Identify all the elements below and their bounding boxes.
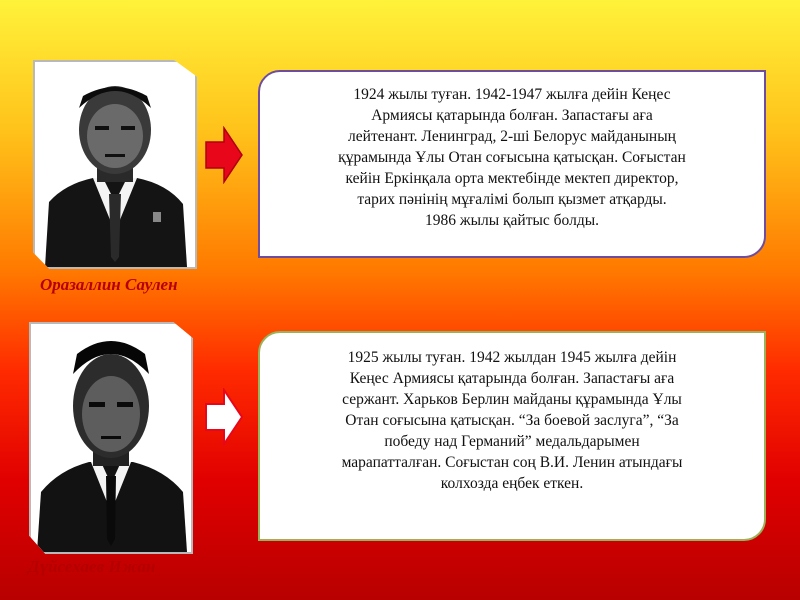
bio-line: колхозда еңбек еткен. — [440, 475, 584, 492]
bio-line: 1924 жылы туған. 1942-1947 жылға дейін Кеңес — [353, 86, 671, 103]
bio-line: 1986 жылы қайтыс болды. — [424, 212, 599, 229]
person-1-bio-box — [258, 70, 766, 258]
portrait-photo-2 — [29, 322, 193, 554]
person-1-name: Оразаллин Саулен — [40, 275, 178, 294]
portrait-1-graphic — [35, 62, 195, 267]
portrait-photo-1 — [33, 60, 197, 269]
bio-line: Отан соғысына қатысқан. “За боевой заслуга”, “За — [345, 412, 679, 429]
bio-line: тарих пәнінің мұғалімі болып қызмет атқарды. — [357, 191, 667, 208]
right-arrow-outline-icon — [204, 388, 244, 446]
bio-line: победу над Германий” медальдарымен — [384, 433, 640, 450]
bio-line: 1925 жылы туған. 1942 жылдан 1945 жылға дейін — [347, 349, 677, 366]
person-2-bio-box — [258, 331, 766, 541]
bio-line: құрамында Ұлы Отан соғысына қатысқан. Соғыстан — [338, 149, 686, 166]
bio-line: марапатталған. Соғыстан соң В.И. Ленин атындағы — [341, 454, 683, 471]
bio-line: Армиясы қатарында болған. Запастағы аға — [371, 107, 653, 124]
bio-line: сержант. Харьков Берлин майданы құрамында Ұлы — [342, 391, 682, 408]
bio-line: кейін Еркінқала орта мектебінде мектеп директор, — [345, 170, 679, 187]
portrait-2-graphic — [31, 324, 191, 552]
person-2-name: Дүйсехаев Ижан — [28, 557, 156, 576]
bio-line: Кеңес Армиясы қатарында болған. Запастағы аға — [349, 370, 675, 387]
right-arrow-icon — [204, 126, 244, 184]
bio-line: лейтенант. Ленинград, 2-ші Белорус майданының — [348, 128, 676, 145]
